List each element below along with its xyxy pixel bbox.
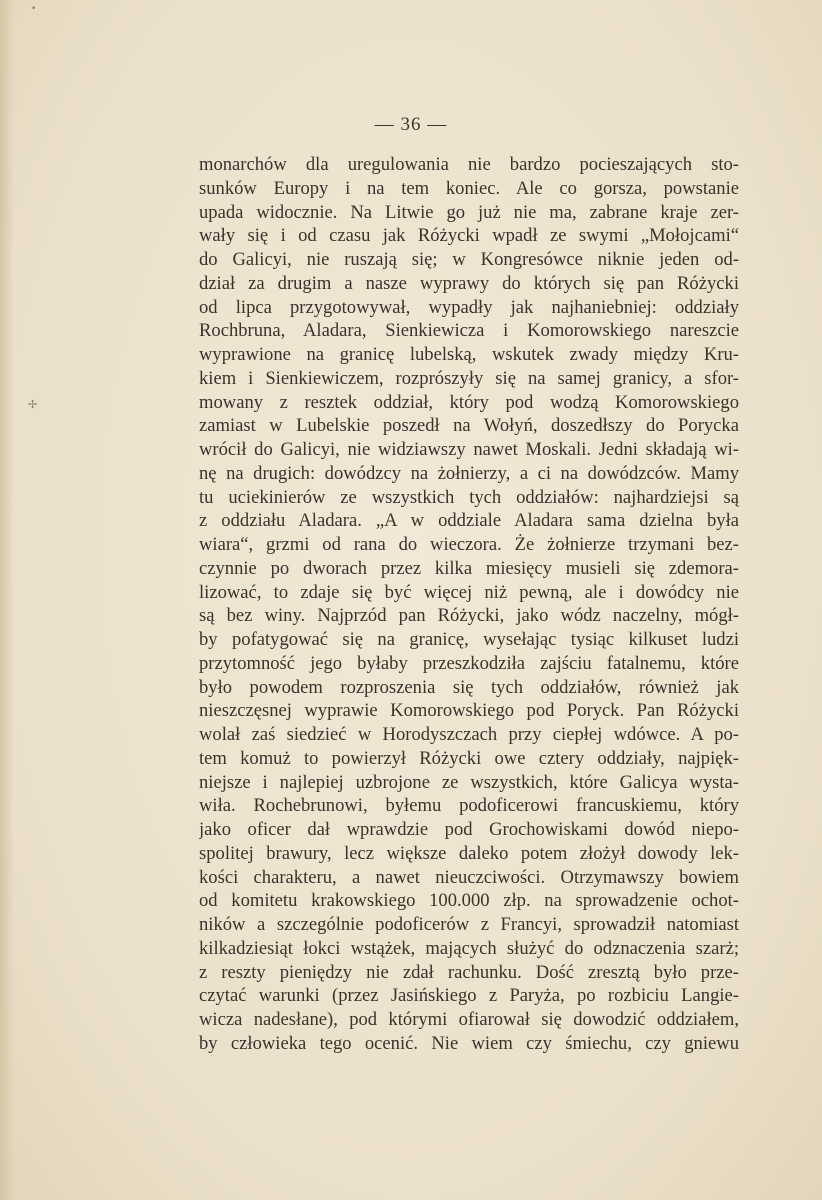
text-line: wiła. Rochebrunowi, byłemu podoficerowi francuskiemu, który bbox=[199, 795, 739, 817]
text-line: lizować, to zdaje się być więcej niż pewną, ale i dowódcy nie bbox=[199, 581, 739, 603]
text-line: wicza nadesłane), pod którymi ofiarował się dowodzić oddziałem, bbox=[199, 1009, 739, 1030]
text-line: kilkadziesiąt łokci wstążek, mających służyć do odznaczenia szarż; bbox=[199, 937, 739, 959]
text-line: sunków Europy i na tem koniec. Ale co gorsza, powstanie bbox=[199, 177, 739, 199]
paper-speck: • bbox=[31, 4, 37, 14]
text-line: czytać warunki (przez Jasińskiego z Paryża, po rozbiciu Langie- bbox=[199, 985, 739, 1007]
text-line: by człowieka tego ocenić. Nie wiem czy śmiechu, czy gniewu bbox=[199, 1032, 739, 1054]
text-line: kości charakteru, a nawet nieuczciwości. Otrzymawszy bowiem bbox=[199, 866, 739, 888]
text-line: nę na drugich: dowódzcy na żołnierzy, a ci na dowódzców. Mamy bbox=[199, 462, 739, 484]
text-line: spolitej brawury, lecz większe daleko potem złożył dowody lek- bbox=[199, 842, 739, 864]
paper-speck: ✢ bbox=[28, 398, 38, 411]
text-line: Rochbruna, Aladara, Sienkiewicza i Komorowskiego nareszcie bbox=[199, 320, 739, 342]
text-line: są bez winy. Najprzód pan Różycki, jako wódz naczelny, mógł- bbox=[199, 605, 739, 627]
text-line: niejsze i najlepiej uzbrojone ze wszystkich, które Galicya wysta- bbox=[199, 771, 739, 793]
text-line: z reszty pieniędzy nie zdał rachunku. Dość zresztą było prze- bbox=[199, 961, 739, 983]
text-line: od komitetu krakowskiego 100.000 złp. na sprowadzenie ochot- bbox=[199, 890, 739, 912]
text-line: monarchów dla uregulowania nie bardzo pocieszających sto- bbox=[199, 154, 739, 175]
text-line: mowany z resztek oddział, który pod wodzą Komorowskiego bbox=[199, 391, 739, 413]
text-line: z oddziału Aladara. „A w oddziale Aladara sama dzielna była bbox=[199, 510, 739, 532]
text-line: wrócił do Galicyi, nie widziawszy nawet Moskali. Jedni składają wi- bbox=[199, 439, 739, 460]
text-line: wiara“, grzmi od rana do wieczora. Że żołnierze trzymani bez- bbox=[199, 534, 739, 555]
text-line: wały się i od czasu jak Różycki wpadł ze swymi „Mołojcami“ bbox=[199, 225, 739, 247]
body-text bbox=[199, 153, 739, 1056]
page-edge-shadow bbox=[0, 0, 14, 1200]
text-line: wyprawione na granicę lubelską, wskutek zwady między Kru- bbox=[199, 344, 739, 365]
text-line: wolał zaś siedzieć w Horodyszczach przy ciepłej wdówce. A po- bbox=[199, 724, 739, 745]
text-line: zamiast w Lubelskie poszedł na Wołyń, doszedłszy do Porycka bbox=[199, 415, 739, 437]
text-line: ników a szczególnie podoficerów z Francyi, sprowadził natomiast bbox=[199, 914, 739, 935]
text-line: upada widocznie. Na Litwie go już nie ma, zabrane kraje zer- bbox=[199, 201, 739, 223]
text-line: było powodem rozproszenia się tych oddziałów, również jak bbox=[199, 676, 739, 698]
text-line: czynnie po dworach przez kilka miesięcy musieli się zdemora- bbox=[199, 557, 739, 579]
text-line: do Galicyi, nie ruszają się; w Kongresówce niknie jeden od- bbox=[199, 249, 739, 270]
text-line: od lipca przygotowywał, wypadły jak najhaniebniej: oddziały bbox=[199, 296, 739, 318]
text-line: tu uciekinierów ze wszystkich tych oddziałów: najhardziejsi są bbox=[199, 486, 739, 508]
text-line: tem komuż to powierzył Różycki owe cztery oddziały, najpięk- bbox=[199, 747, 739, 769]
page-number: — 36 — bbox=[374, 114, 448, 135]
text-line: by pofatygować się na granicę, wysełając tysiąc kilkuset ludzi bbox=[199, 629, 739, 650]
text-line: przytomność jego byłaby przeszkodziła zajściu fatalnemu, które bbox=[199, 652, 739, 674]
text-line: dział za drugim a nasze wyprawy do których się pan Różycki bbox=[199, 272, 739, 294]
text-line: kiem i Sienkiewiczem, rozprószyły się na samej granicy, a sfor- bbox=[199, 367, 739, 389]
text-line: jako oficer dał wprawdzie pod Grochowiskami dowód niepo- bbox=[199, 819, 739, 840]
text-line: nieszczęsnej wyprawie Komorowskiego pod Poryck. Pan Różycki bbox=[199, 700, 739, 722]
